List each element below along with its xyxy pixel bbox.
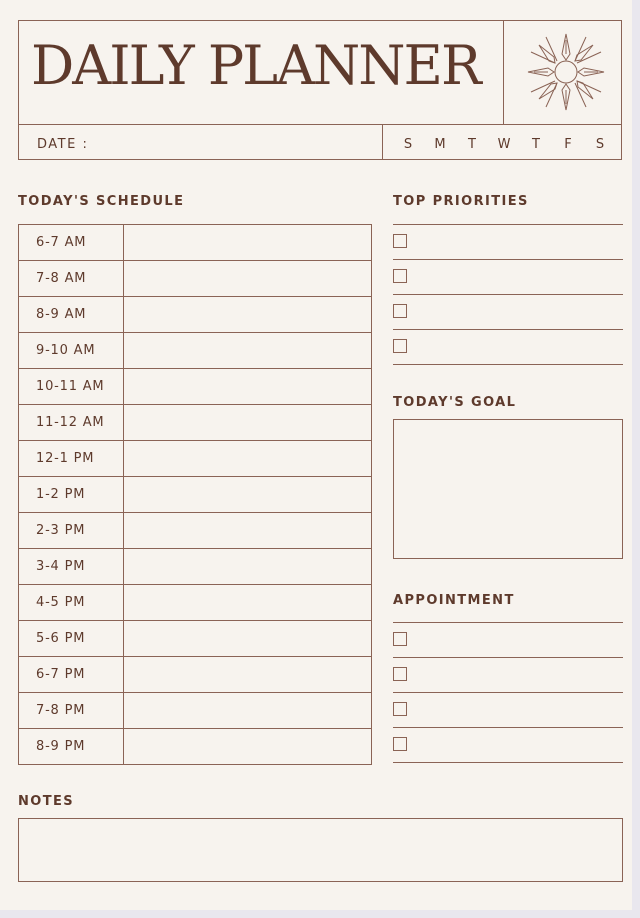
schedule-row [19, 476, 371, 512]
schedule-entry-cell[interactable] [124, 225, 371, 260]
weekday-letter[interactable]: T [468, 137, 476, 152]
schedule-row [19, 548, 371, 584]
sun-icon [526, 32, 606, 112]
schedule-row [19, 692, 371, 728]
schedule-entry-cell[interactable] [124, 585, 371, 620]
notes-heading: NOTES [18, 794, 75, 809]
schedule-row [19, 225, 371, 260]
priority-checkbox[interactable] [393, 304, 407, 318]
schedule-entry-cell[interactable] [124, 729, 371, 764]
schedule-time-label: 2-3 PM [19, 513, 124, 548]
schedule-time-label: 8-9 PM [19, 729, 124, 764]
schedule-row [19, 656, 371, 692]
date-label: DATE : [37, 137, 89, 152]
schedule-row [19, 512, 371, 548]
schedule-row [19, 620, 371, 656]
schedule-time-label: 9-10 AM [19, 333, 124, 368]
appointment-checkbox[interactable] [393, 632, 407, 646]
weekday-letter[interactable]: M [434, 137, 446, 152]
schedule-row [19, 260, 371, 296]
header-divider [19, 124, 621, 125]
schedule-entry-cell[interactable] [124, 333, 371, 368]
page-title: DAILY PLANNER [31, 34, 480, 97]
schedule-entry-cell[interactable] [124, 261, 371, 296]
schedule-entry-cell[interactable] [124, 513, 371, 548]
schedule-row [19, 728, 371, 764]
schedule-heading: TODAY'S SCHEDULE [18, 194, 185, 209]
priority-checkbox[interactable] [393, 339, 407, 353]
priority-checkbox[interactable] [393, 269, 407, 283]
priorities-heading: TOP PRIORITIES [393, 194, 529, 209]
appointment-list [393, 622, 623, 763]
weekday-letter[interactable]: S [595, 137, 605, 152]
schedule-time-label: 1-2 PM [19, 477, 124, 512]
appointment-checkbox[interactable] [393, 737, 407, 751]
schedule-time-label: 5-6 PM [19, 621, 124, 656]
schedule-entry-cell[interactable] [124, 441, 371, 476]
appointment-heading: APPOINTMENT [393, 593, 515, 608]
appointment-item[interactable] [393, 692, 623, 727]
goal-heading: TODAY'S GOAL [393, 395, 517, 410]
schedule-entry-cell[interactable] [124, 405, 371, 440]
schedule-time-label: 6-7 AM [19, 225, 124, 260]
schedule-time-label: 7-8 AM [19, 261, 124, 296]
priority-item[interactable] [393, 329, 623, 365]
weekday-letter[interactable]: W [497, 137, 511, 152]
schedule-row [19, 584, 371, 620]
weekday-letter[interactable]: F [564, 137, 572, 152]
schedule-time-label: 6-7 PM [19, 657, 124, 692]
schedule-time-label: 8-9 AM [19, 297, 124, 332]
schedule-row [19, 332, 371, 368]
priority-checkbox[interactable] [393, 234, 407, 248]
schedule-row [19, 440, 371, 476]
header-box [18, 20, 622, 160]
weekday-row [401, 137, 607, 152]
schedule-row [19, 404, 371, 440]
schedule-entry-cell[interactable] [124, 369, 371, 404]
schedule-entry-cell[interactable] [124, 657, 371, 692]
notes-box[interactable] [18, 818, 623, 882]
schedule-time-label: 12-1 PM [19, 441, 124, 476]
schedule-time-label: 3-4 PM [19, 549, 124, 584]
schedule-table [18, 224, 372, 765]
schedule-time-label: 4-5 PM [19, 585, 124, 620]
schedule-entry-cell[interactable] [124, 477, 371, 512]
appointment-checkbox[interactable] [393, 702, 407, 716]
schedule-entry-cell[interactable] [124, 621, 371, 656]
header-divider [382, 124, 383, 160]
header-divider [503, 21, 504, 124]
priorities-list [393, 224, 623, 365]
weekday-letter[interactable]: S [403, 137, 413, 152]
appointment-item[interactable] [393, 622, 623, 657]
schedule-entry-cell[interactable] [124, 693, 371, 728]
schedule-entry-cell[interactable] [124, 549, 371, 584]
appointment-item[interactable] [393, 657, 623, 692]
priority-item[interactable] [393, 259, 623, 294]
schedule-time-label: 7-8 PM [19, 693, 124, 728]
schedule-entry-cell[interactable] [124, 297, 371, 332]
appointment-checkbox[interactable] [393, 667, 407, 681]
weekday-letter[interactable]: T [532, 137, 540, 152]
schedule-row [19, 296, 371, 332]
goal-box[interactable] [393, 419, 623, 559]
priority-item[interactable] [393, 224, 623, 259]
schedule-time-label: 10-11 AM [19, 369, 124, 404]
priority-item[interactable] [393, 294, 623, 329]
appointment-item[interactable] [393, 727, 623, 763]
schedule-row [19, 368, 371, 404]
schedule-time-label: 11-12 AM [19, 405, 124, 440]
